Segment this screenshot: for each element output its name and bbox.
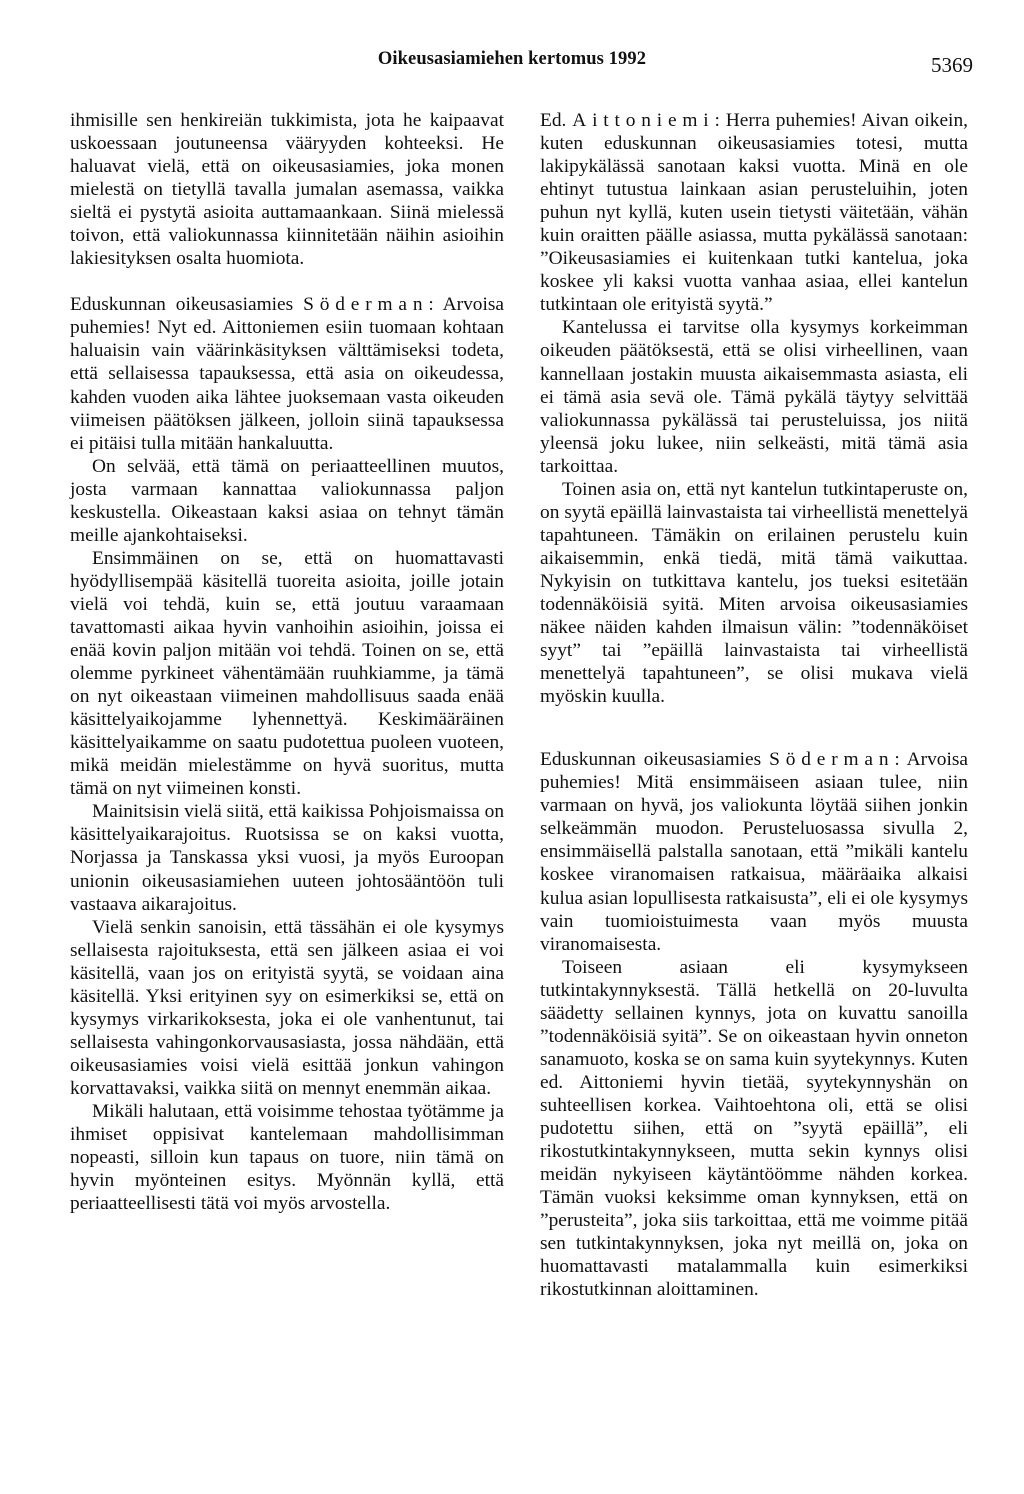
speech-paragraph xyxy=(540,109,968,316)
page-number: 5369 xyxy=(931,53,973,77)
speaker-name: Aittoniemi xyxy=(572,110,715,131)
speaker-colon: : xyxy=(714,110,720,131)
paragraph: On selvää, että tämä on periaatteellinen muutos, josta varmaan kannattaa valiokunnassa paljon keskustella. Oikeastaan kaksi asiaa on tehnyt tämän meille ajankohtaiseksi. xyxy=(70,455,504,546)
left-text-column xyxy=(70,109,504,1215)
speaker-title: Eduskunnan oikeusasiamies xyxy=(540,749,770,771)
paragraph: Mikäli halutaan, että voisimme tehostaa työtämme ja ihmiset oppisivat kantelemaan mahdollisimman nopeasti, silloin kun tapaus on tuore, niin tämä on hyvin myönteinen esitys. Myönnän kyllä, että periaatteellisesti tätä voi myös arvostella. xyxy=(70,1100,504,1215)
paragraph: Kantelussa ei tarvitse olla kysymys korkeimman oikeuden päätöksestä, että se olisi virheellinen, vaan kannellaan jostakin muusta aikaisemmasta asiasta, eli ei tämä asia sevä ole. Tämä pykälä täytyy selvittää valiokunnassa pykälässä tai perusteluissa, jos niitä yleensä joku lukee, niin selkeästi, mitä tämä asia tarkoittaa. xyxy=(540,317,968,477)
speech-paragraph xyxy=(70,293,504,454)
speech-text: Herra puhemies! Aivan oikein, kuten eduskunnan oikeusasiamies totesi, mutta lakipykälässä sanotaan kaksi vuotta. Minä en ole ehtinyt tutustua lainkaan asian perusteluihin, joten puhun nyt kyllä, kuten usein tietysti väitetään, vähän kuin oraitten päälle asiassa, mutta pykälässä sanotaan: ”Oikeusasiamies ei kuitenkaan tutki kantelua, joka koskee yli kaksi vuotta vanhaa asiaa, ellei kantelun tutkintaan ole erityistä syytä.” xyxy=(540,110,968,316)
speech-text: Arvoisa puhemies! Mitä ensimmäiseen asiaan tulee, niin varmaan on hyvä, jos valiokunta löytää siihen jonkin selkeämmän muodon. Perusteluosassa sivulla 2, ensimmäisellä palstalla sanotaan, että ”mikäli kantelu koskee viranomaisen ratkaisua, määräaika alkaisi kulua asian lopullisesta ratkaisusta”, eli ei ole kysymys vain tuomioistuimesta vaan myös muusta viranomaisesta. xyxy=(540,749,968,955)
speech-text: Arvoisa puhemies! Nyt ed. Aittoniemen esiin tuomaan kohtaan haluaisin vain väärinkäsityksen välttämiseksi todeta, että sellaisessa tapauksessa, että asia on oikeudessa, kahden vuoden aika lähtee juoksemaan vasta oikeuden viimeisen päätöksen jälkeen, jolloin siinä tapauksessa ei pitäisi tulla mitään hankaluutta. xyxy=(70,294,504,454)
speaker-colon: : xyxy=(428,294,434,316)
paragraph: Ensimmäinen on se, että on huomattavasti hyödyllisempää käsitellä tuoreita asioita, joille jotain vielä voi tehdä, kuin se, että joutuu varaamaan tavattomasti aikaa hyvin vanhoihin asioihin, joissa ei enää kovin paljon mitään voi tehdä. Toinen on se, että olemme pyrkineet vähentämään ruuhkiamme, ja tämä on nyt oikeastaan viimeinen mahdollisuus saada enää käsittelyaikojamme lyhennettyä. Keskimääräinen käsittelyaikamme on saatu pudotettua puoleen vuoteen, mikä meidän mielestämme on hyvä suoritus, mutta tämä on nyt viimeinen konsti. xyxy=(70,547,504,800)
speaker-name: Söderman xyxy=(769,749,895,771)
speaker-name: Söderman xyxy=(303,294,429,316)
speech-paragraph xyxy=(540,748,968,955)
paragraph: Toiseen asiaan eli kysymykseen tutkintakynnyksestä. Tällä hetkellä on 20-luvulta säädetty sellainen kynnys, jota on kuvattu sanoilla ”todennäköisiä syitä”. Se on oikeastaan hyvin onneton sanamuoto, koska se on sama kuin syytekynnys. Kuten ed. Aittoniemi hyvin tietää, syytekynnyshän on suhteellisen korkea. Vaihtoehtona oli, että se olisi pudotettu siihen, että on ”syytä epäillä”, eli rikostutkintakynnykseen, mutta sekin kynnys olisi meidän nykyiseen käytäntöömme nähden korkea. Tämän vuoksi keksimme oman kynnyksen, että on ”perusteita”, joka siis tarkoittaa, että me voimme pitää sen tutkintakynnyksen, joka nyt meillä on, joka on huomattavasti matalammalla kuin esimerkiksi rikostutkinnan aloittaminen. xyxy=(540,956,968,1301)
running-header-title: Oikeusasiamiehen kertomus 1992 xyxy=(377,49,647,69)
paragraph: Toinen asia on, että nyt kantelun tutkintaperuste on, on syytä epäillä lainvastaista tai virheellistä menettelyä tapahtuneen. Tämäkin on erilainen perustelu kuin aikaisemmin, enkä tiedä, mitä tämä vaikuttaa. Nykyisin on tutkittava kantelu, jos tueksi esitetään todennäköisiä syitä. Miten arvoisa oikeusasiamies näkee näiden kahden ilmaisun välin: ”todennäköiset syyt” tai ”epäillä lainvastaista tai virheellistä menettelyä tapahtuneen”, se olisi mukava vielä myöskin kuulla. xyxy=(540,478,968,708)
right-text-column xyxy=(540,109,968,1301)
speaker-title: Ed. xyxy=(540,110,573,131)
paragraph: ihmisille sen henkireiän tukkimista, jota he kaipaavat uskoessaan joutuneensa vääryyden kohteeksi. He haluavat vielä, että on oikeusasiamies, joka monen mielestä on tietyllä tavalla jumalan asemassa, vaikka sieltä ei pystytä asioita auttamaankaan. Siinä mielessä toivon, että valiokunnassa kiinnitetään näihin asioihin lakiesityksen osalta huomiota. xyxy=(70,110,504,270)
speaker-title: Eduskunnan oikeusasiamies xyxy=(70,294,304,316)
paragraph: Mainitsisin vielä siitä, että kaikissa Pohjoismaissa on käsittelyaikarajoitus. Ruotsissa se on kaksi vuotta, Norjassa ja Tanskassa yksi vuosi, ja myös Euroopan unionin oikeusasiamiehen uuteen johtosääntöön tuli vastaava aikarajoitus. xyxy=(70,801,505,915)
speaker-colon: : xyxy=(894,749,900,771)
paragraph: Vielä senkin sanoisin, että tässähän ei ole kysymys sellaisesta rajoituksesta, että sen jälkeen asiaa ei voi käsitellä, vaan jos on erityistä syytä, se voidaan aina käsitellä. Yksi erityinen syy on esimerkiksi se, että on kysymys virkarikoksesta, joka ei ole vanhentunut, tai sellaisesta vahingonkorvausasiasta, jossa nähdään, että oikeusasiamies voisi vielä esittää jonkun vahingon korvattavaksi, vaikka siitä on mennyt enemmän aikaa. xyxy=(70,916,504,1099)
